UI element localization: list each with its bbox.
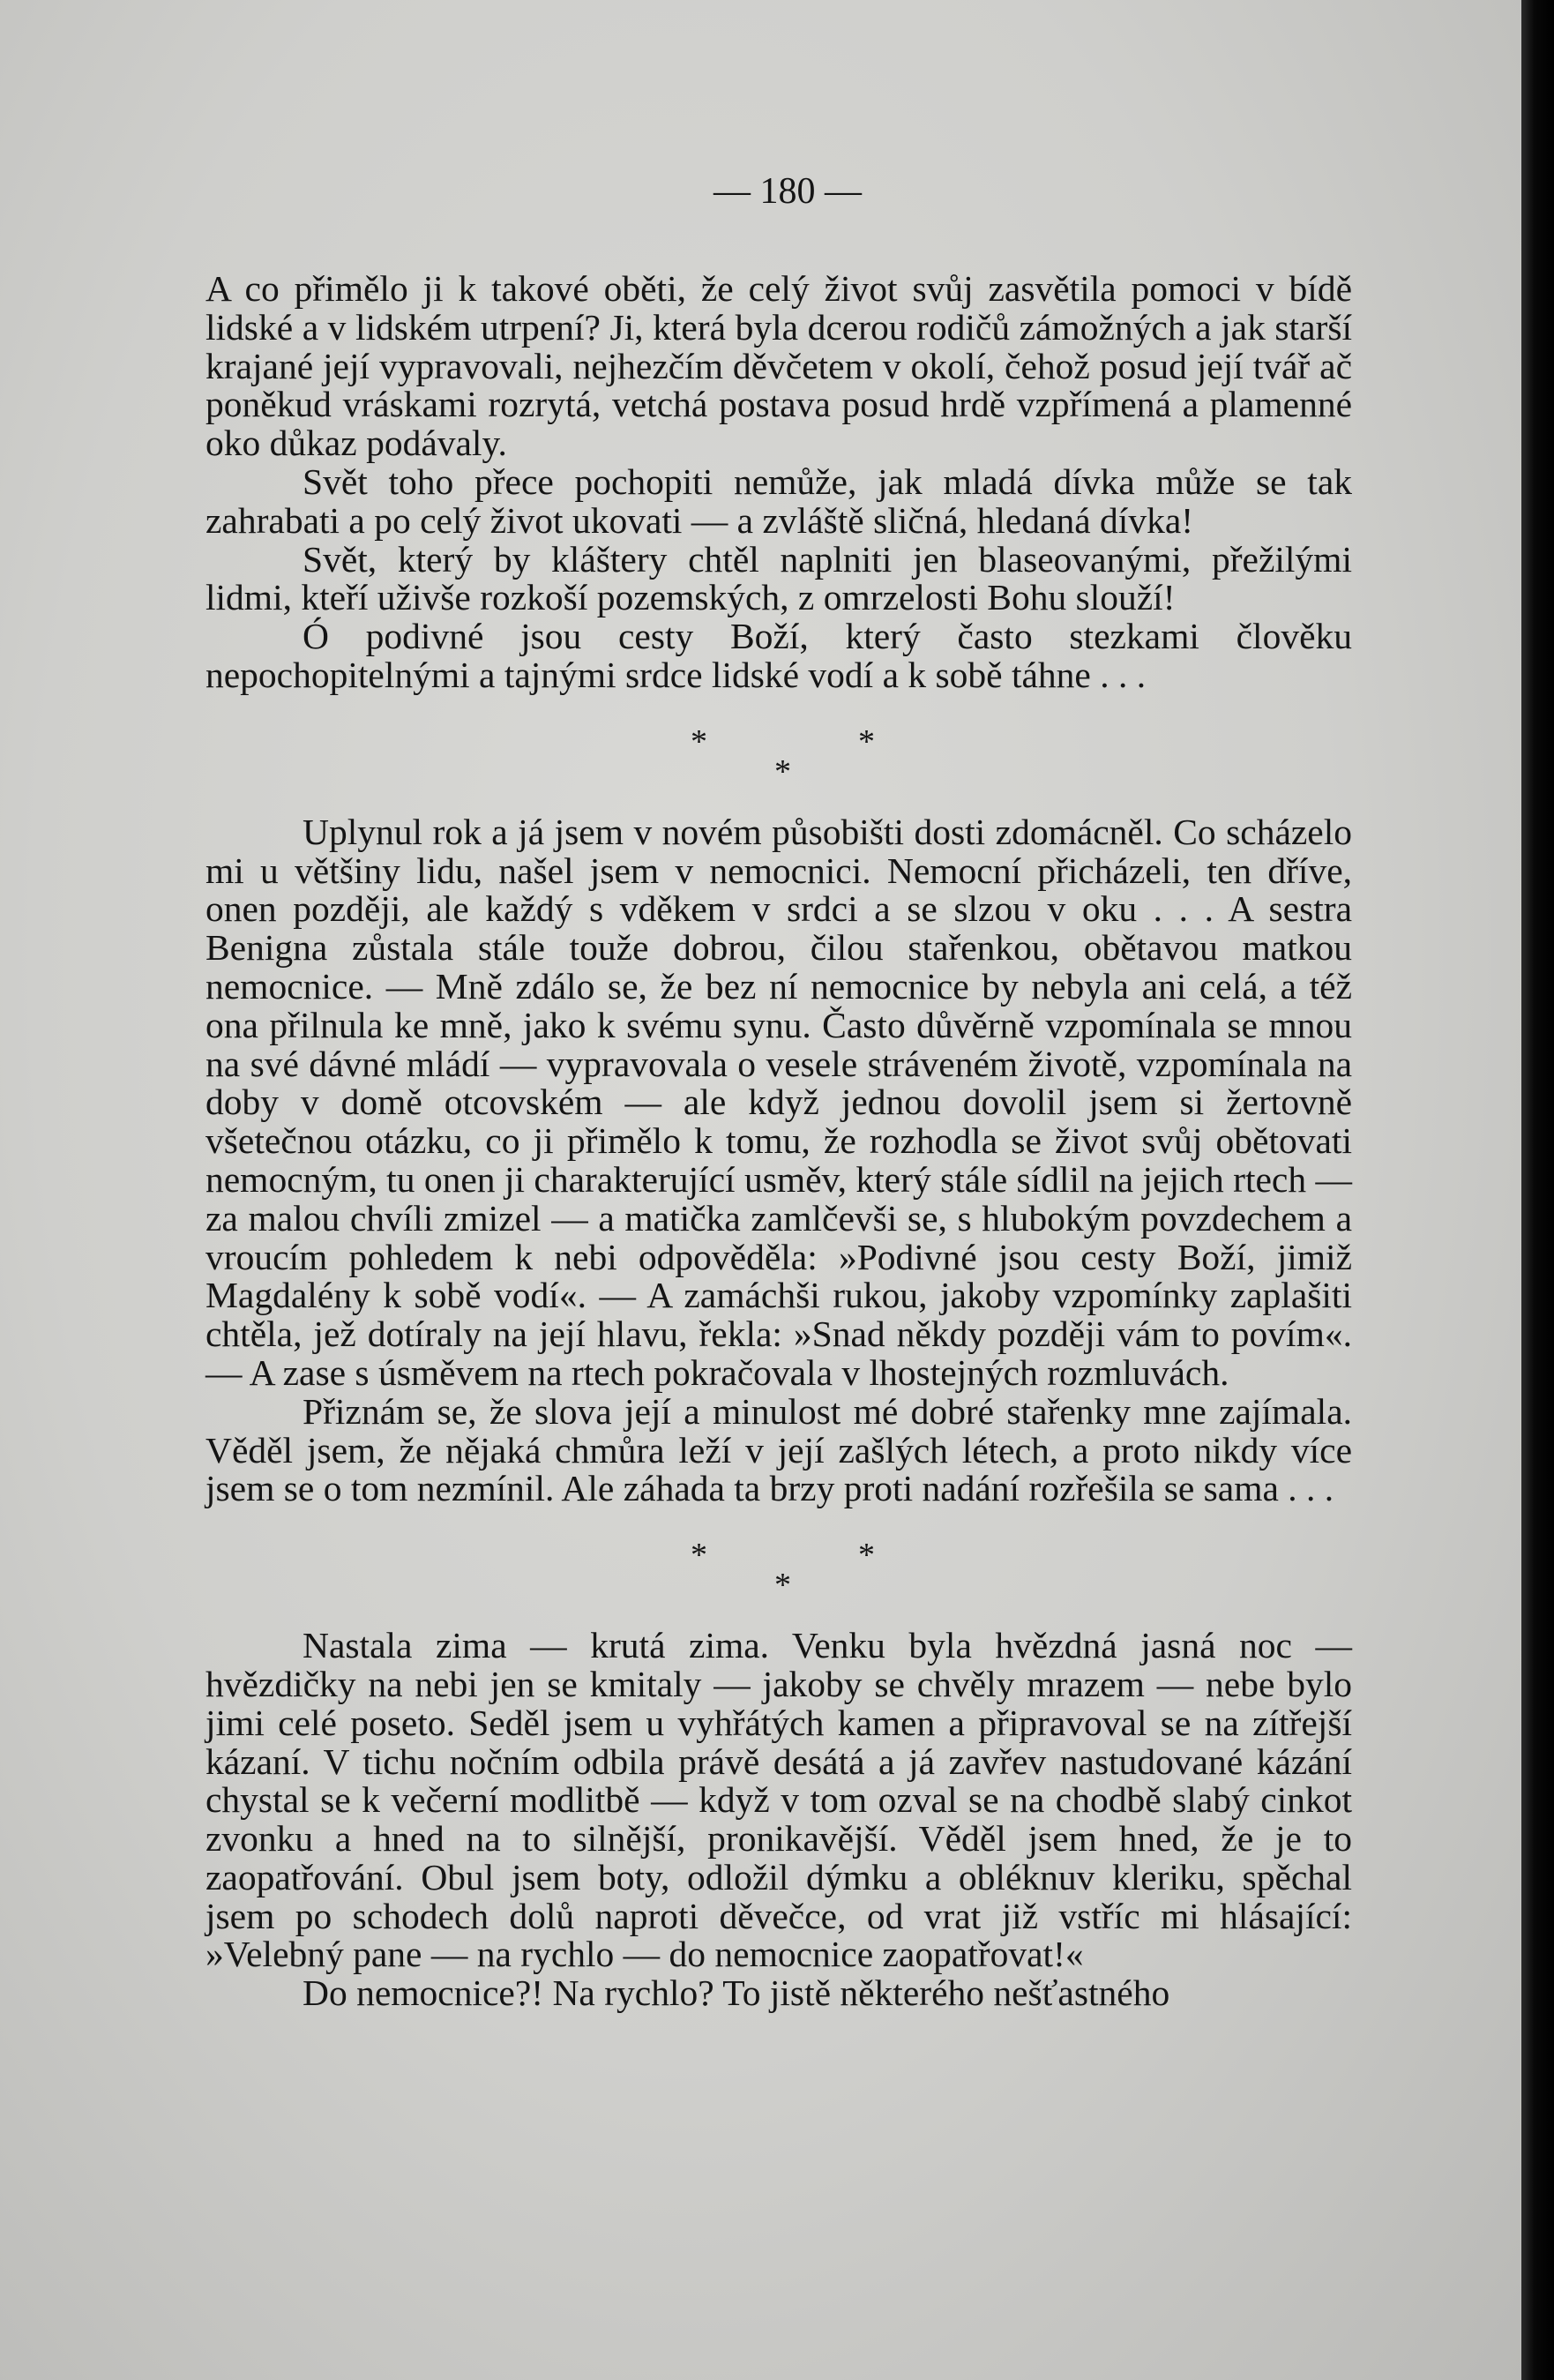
paragraph: Ó podivné jsou cesty Boží, který často stezkami člověku nepochopitelnými a tajnými srdce lidské vodí a k sobě táhne . . .: [205, 616, 1352, 695]
divider-star: *: [774, 1567, 791, 1605]
divider-star: *: [691, 1537, 707, 1575]
page-text: [205, 173, 1352, 2013]
divider-star: *: [858, 722, 875, 760]
paragraph: Svět, který by kláštery chtěl naplniti jen blaseovanými, přežilými lidmi, kteří uživše rozkoší pozemských, z omrzelosti Bohu slouží!: [205, 538, 1352, 618]
divider-star: *: [774, 752, 791, 790]
paragraph: Nastala zima — krutá zima. Venku byla hvězdná jasná noc — hvězdičky na nebi jen se kmitaly — jakoby se chvěly mrazem — nebe bylo jimi celé poseto. Seděl jsem u vyhřátých kamen a připravoval se na zítřejší kázaní. V tichu nočním odbila právě desátá a já zavřev nastudované kázání chystal se k večerní modlitbě — když v tom ozval se na chodbě slabý cinkot zvonku a hned na to silnější, pronikavější. Věděl jsem hned, že je to zaopatřování. Obul jsem boty, odložil dýmku a obléknuv kleriku, spěchal jsem po schodech dolů naproti děvečce, od vrat již vstříc mi hlásající: »Velebný pane — na rychlo — do nemocnice zaopatřovat!«: [205, 1625, 1352, 1975]
paragraph: Uplynul rok a já jsem v novém působišti dosti zdomácněl. Co scházelo mi u většiny lidu, našel jsem v nemocnici. Nemocní přicházeli, ten dříve, onen později, ale každý s vděkem v srdci a se slzou v oku . . . A sestra Benigna zůstala stále touže dobrou, čilou stařenkou, obětavou matkou nemocnice. — Mně zdálo se, že bez ní nemocnice by nebyla ani celá, a též ona přilnula ke mně, jako k svému synu. Často důvěrně vzpomínala se mnou na své dávné mládí — vypravovala o vesele stráveném životě, vzpomínala na doby v domě otcovském — ale když jednou dovolil jsem si žertovně všetečnou otázku, co ji přimělo k tomu, že rozhodla se život svůj obětovati nemocným, tu onen ji charakterující usměv, který stále sídlil na jejich rtech — za malou chvíli zmizel — a matička zamlčevši se, s hlubokým povzdechem a vroucím pohledem k nebi odpověděla: »Podivné jsou cesty Boží, jimiž Magdalény k sobě vodí«. — A zamáchši rukou, jakoby vzpomínky zaplašiti chtěla, jež dotíraly na její hlavu, řekla: »Snad někdy později vám to povím«. — A zase s úsměvem na rtech pokračovala v lhostejných rozmluvách.: [205, 811, 1352, 1393]
page-number: — 180 —: [713, 171, 862, 212]
divider-star: *: [858, 1537, 875, 1575]
paragraph: Do nemocnice?! Na rychlo? To jistě některého nešťastného: [303, 1972, 1170, 2014]
paragraph: Svět toho přece pochopiti nemůže, jak mladá dívka může se tak zahrabati a po celý život ukovati — a zvláště sličná, hledaná dívka!: [205, 460, 1352, 541]
paragraph: Přiznám se, že slova její a minulost mé dobré stařenky mne zajímala. Věděl jsem, že nějaká chmůra leží v její zašlých létech, a proto nikdy více jsem se o tom nezmínil. Ale záhada ta brzy proti nadání rozřešila se sama . . .: [205, 1390, 1352, 1509]
section-divider: [205, 1508, 1352, 1627]
scan-edge: [1521, 0, 1554, 2380]
paragraph: A co přimělo ji k takové oběti, že celý život svůj zasvětila pomoci v bídě lidské a v lidském utrpení? Ji, která byla dcerou rodičů zámožných a jak starší krajané její vypravovali, nejhezčím děvčetem v okolí, čehož posud její tvář ač poněkud vráskami rozrytá, vetchá postava posud hrdě vzpřímená a plamenné oko důkaz podávaly.: [205, 268, 1352, 464]
divider-star: *: [691, 722, 707, 760]
section-divider: [205, 695, 1352, 813]
